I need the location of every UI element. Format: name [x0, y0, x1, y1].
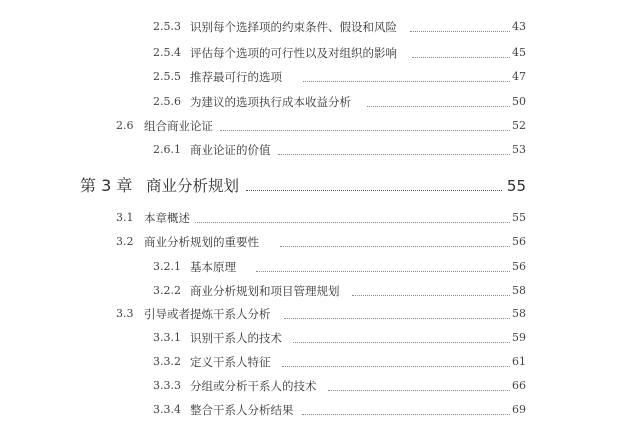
toc-entry[interactable] [0, 232, 640, 252]
page-number: 61 [512, 355, 526, 368]
page-number: 56 [512, 235, 526, 248]
section-number: 3.3.1 [153, 331, 181, 344]
toc-entry[interactable] [0, 140, 640, 160]
section-number: 2.6 [116, 119, 134, 132]
page-number: 55 [506, 177, 526, 195]
chapter-number: 第 3 章 [80, 176, 133, 195]
section-title: 推荐最可行的选项 [190, 70, 282, 84]
dot-leader [284, 304, 510, 324]
toc-entry[interactable] [0, 116, 640, 136]
section-title: 商业分析规划和项目管理规划 [190, 284, 340, 298]
page-number: 56 [512, 260, 526, 273]
toc-entry[interactable] [0, 43, 640, 63]
dot-leader [278, 140, 510, 160]
dot-leader [302, 400, 510, 420]
section-number: 3.2.2 [153, 284, 181, 297]
section-title: 商业分析规划的重要性 [144, 235, 259, 249]
section-number: 3.2 [116, 235, 134, 248]
dot-leader [328, 376, 510, 396]
page-number: 47 [512, 70, 526, 83]
page-number: 59 [512, 331, 526, 344]
section-number: 3.3.3 [153, 379, 181, 392]
dot-leader [256, 257, 510, 277]
toc-entry[interactable] [0, 208, 640, 228]
section-number: 2.5.6 [153, 95, 181, 108]
page-number: 66 [512, 379, 526, 392]
section-title: 引导或者提炼干系人分析 [144, 307, 271, 321]
page-number: 55 [512, 211, 526, 224]
toc-entry[interactable] [0, 400, 640, 420]
section-title: 商业论证的价值 [190, 143, 271, 157]
toc-entry[interactable] [0, 376, 640, 396]
dot-leader [280, 232, 510, 252]
toc-entry[interactable] [0, 257, 640, 277]
dot-leader [410, 17, 510, 37]
page-number: 69 [512, 403, 526, 416]
dot-leader [220, 116, 510, 136]
section-number: 2.5.3 [153, 20, 181, 33]
dot-leader [367, 92, 510, 112]
page-number: 45 [512, 46, 526, 59]
section-number: 3.2.1 [153, 260, 181, 273]
page-number: 43 [512, 20, 526, 33]
section-title: 定义干系人特征 [190, 355, 271, 369]
dot-leader [246, 173, 502, 199]
toc-entry[interactable] [0, 17, 640, 37]
page-number: 50 [512, 95, 526, 108]
section-number: 3.1 [116, 211, 134, 224]
page-number: 52 [512, 119, 526, 132]
dot-leader [352, 281, 510, 301]
section-title: 分组或分析干系人的技术 [190, 379, 317, 393]
section-title: 识别每个选择项的约束条件、假设和风险 [190, 20, 397, 34]
page-number: 58 [512, 307, 526, 320]
toc-entry[interactable] [0, 281, 640, 301]
dot-leader [293, 328, 510, 348]
toc-entry[interactable] [0, 67, 640, 87]
dot-leader [412, 43, 510, 63]
toc-entry[interactable] [0, 328, 640, 348]
dot-leader [303, 67, 510, 87]
section-title: 识别干系人的技术 [190, 331, 282, 345]
page-number: 58 [512, 284, 526, 297]
chapter-title: 商业分析规划 [146, 177, 240, 195]
toc-entry[interactable] [0, 352, 640, 372]
page-number: 53 [512, 143, 526, 156]
toc-entry[interactable] [0, 304, 640, 324]
section-title: 组合商业论证 [144, 119, 213, 133]
dot-leader [282, 352, 510, 372]
section-number: 2.5.5 [153, 70, 181, 83]
chapter-heading[interactable] [0, 173, 640, 199]
section-title: 评估每个选项的可行性以及对组织的影响 [190, 46, 397, 60]
section-number: 3.3.2 [153, 355, 181, 368]
section-title: 本章概述 [144, 211, 190, 225]
section-title: 基本原理 [190, 260, 236, 274]
dot-leader [195, 208, 510, 228]
section-number: 3.3 [116, 307, 134, 320]
section-number: 2.6.1 [153, 143, 181, 156]
section-title: 整合干系人分析结果 [190, 403, 294, 417]
toc-entry[interactable] [0, 92, 640, 112]
section-title: 为建议的选项执行成本收益分析 [190, 95, 351, 109]
section-number: 3.3.4 [153, 403, 181, 416]
section-number: 2.5.4 [153, 46, 181, 59]
